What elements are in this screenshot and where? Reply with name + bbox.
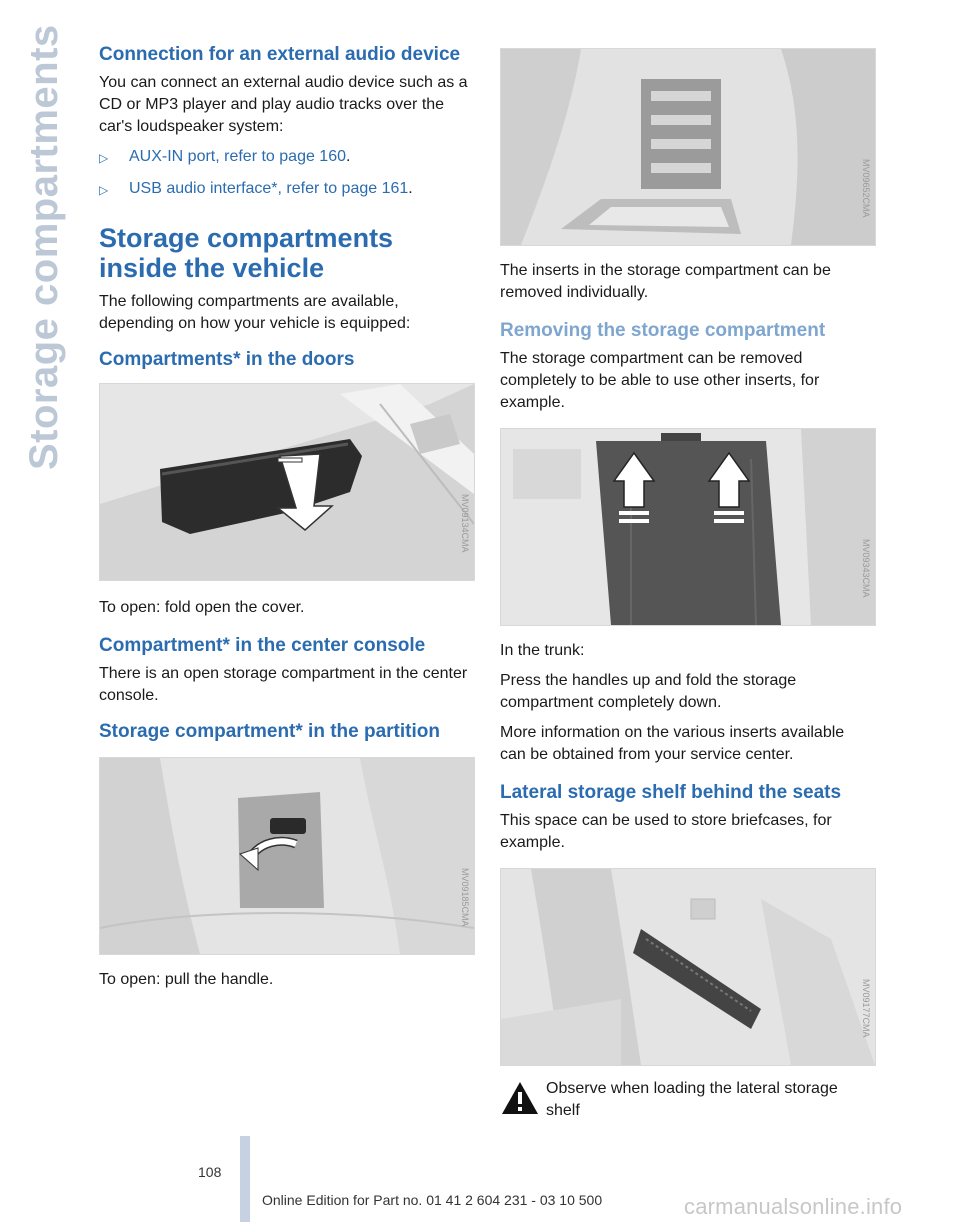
right-column <box>500 48 874 1122</box>
usb-audio-link[interactable]: USB audio interface*, refer to page 161 <box>129 180 409 197</box>
audio-options-list <box>99 146 473 201</box>
console-text: There is an open storage compartment in the center console. <box>99 665 468 704</box>
figure-code: MV09134CMA <box>460 494 470 553</box>
inserts-figure <box>500 48 876 246</box>
partition-caption: To open: pull the handle. <box>99 971 274 988</box>
audio-heading: Connection for an external audio device <box>99 44 461 65</box>
console-heading: Compartment* in the center console <box>99 635 426 656</box>
doors-heading: Compartments* in the doors <box>99 349 355 370</box>
lateral-shelf-figure <box>500 868 876 1066</box>
triangle-bullet-icon: ▷ <box>99 151 109 165</box>
inside-vehicle-intro: The following compartments are available, depending on how your vehicle is equipped: <box>99 293 411 332</box>
aux-in-link[interactable]: AUX-IN port, refer to page 160 <box>129 148 346 165</box>
warning-text: Observe when loading the lateral storage shelf <box>546 1080 838 1119</box>
inside-vehicle-heading: Storage compartments inside the vehicle <box>99 223 394 283</box>
edition-text: Online Edition for Part no. 01 41 2 604 231 - 03 10 500 <box>262 1192 603 1208</box>
inserts-text: The inserts in the storage compartment can be removed individually. <box>500 262 831 301</box>
removing-heading: Removing the storage compartment <box>500 320 826 341</box>
trunk-text: Press the handles up and fold the storage compartment completely down. <box>500 672 797 711</box>
door-compartment-figure <box>99 383 475 581</box>
figure-code: MV09185CMA <box>460 868 470 927</box>
warning-note <box>500 1078 874 1122</box>
doors-caption: To open: fold open the cover. <box>99 599 305 616</box>
page-number: 108 <box>198 1164 222 1180</box>
more-info: More information on the various inserts available can be obtained from your service center. <box>500 724 845 763</box>
door-compartment-illustration <box>100 384 474 580</box>
lateral-heading: Lateral storage shelf behind the seats <box>500 782 842 803</box>
bullet-end: . <box>408 180 413 197</box>
lateral-text: This space can be used to store briefcases, for example. <box>500 812 832 851</box>
list-item[interactable] <box>99 146 473 169</box>
lateral-shelf-illustration <box>501 869 875 1065</box>
footer-bar <box>240 1136 250 1222</box>
figure-code: MV09177CMA <box>861 979 871 1038</box>
trunk-label: In the trunk: <box>500 642 585 659</box>
bullet-end: . <box>346 148 351 165</box>
left-column <box>99 44 473 999</box>
figure-code: MV09343CMA <box>861 539 871 598</box>
audio-intro: You can connect an external audio device such as a CD or MP3 player and play audio tracks over the car's loudspeaker system: <box>99 74 468 135</box>
warning-triangle-icon <box>500 1078 546 1122</box>
partition-compartment-figure <box>99 757 475 955</box>
trunk-figure <box>500 428 876 626</box>
watermark-text: carmanualsonline.info <box>684 1194 903 1219</box>
side-section-title-text: Storage compartments <box>22 24 66 470</box>
inserts-illustration <box>501 49 875 245</box>
triangle-bullet-icon: ▷ <box>99 183 109 197</box>
side-section-title <box>22 24 72 470</box>
list-item[interactable] <box>99 178 473 201</box>
removing-text: The storage compartment can be removed completely to be able to use other inserts, for example. <box>500 350 820 411</box>
trunk-illustration <box>501 429 875 625</box>
figure-code: MV09652CMA <box>861 159 871 218</box>
partition-compartment-illustration <box>100 758 474 954</box>
partition-heading: Storage compartment* in the partition <box>99 721 440 742</box>
